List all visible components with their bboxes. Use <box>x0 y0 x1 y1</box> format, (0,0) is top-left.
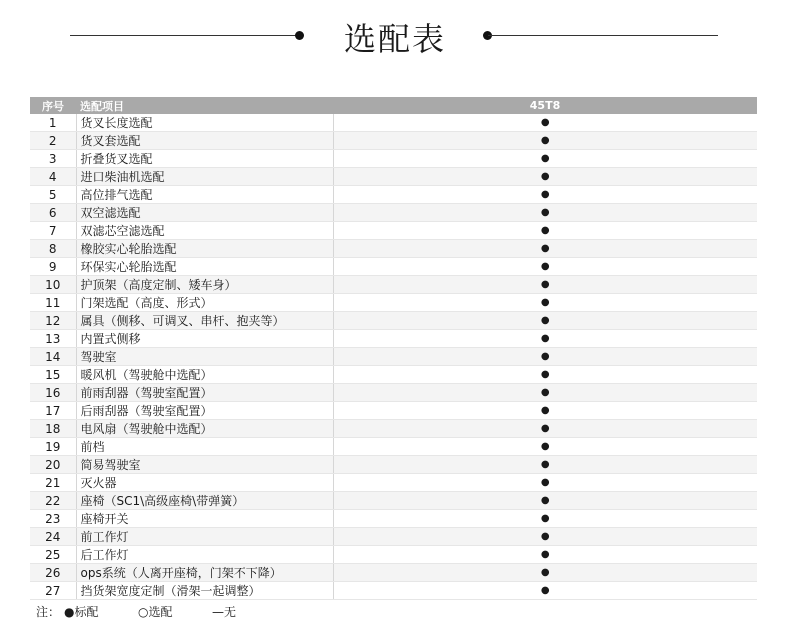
row-standard-mark: ● <box>333 528 757 546</box>
table-row <box>30 132 757 150</box>
row-number: 15 <box>30 366 76 384</box>
table-row <box>30 276 757 294</box>
row-number: 10 <box>30 276 76 294</box>
row-standard-mark: ● <box>333 384 757 402</box>
row-number: 11 <box>30 294 76 312</box>
title-line-right <box>488 35 718 36</box>
row-standard-mark: ● <box>333 456 757 474</box>
row-standard-mark: ● <box>333 366 757 384</box>
row-item: 进口柴油机选配 <box>76 168 333 186</box>
row-standard-mark: ● <box>333 546 757 564</box>
row-number: 12 <box>30 312 76 330</box>
row-standard-mark: ● <box>333 222 757 240</box>
row-item: 后雨刮器（驾驶室配置） <box>76 402 333 420</box>
row-item: 暖风机（驾驶舱中选配） <box>76 366 333 384</box>
title-area <box>0 0 790 72</box>
table-row <box>30 114 757 132</box>
legend-optional: ○选配 <box>138 605 173 619</box>
table-row <box>30 294 757 312</box>
row-item: 座椅（SC1\高级座椅\带弹簧） <box>76 492 333 510</box>
table-row <box>30 150 757 168</box>
table-row <box>30 366 757 384</box>
row-number: 19 <box>30 438 76 456</box>
row-number: 3 <box>30 150 76 168</box>
row-item: 简易驾驶室 <box>76 456 333 474</box>
row-item: 环保实心轮胎选配 <box>76 258 333 276</box>
row-item: 后工作灯 <box>76 546 333 564</box>
row-number: 21 <box>30 474 76 492</box>
table-row <box>30 492 757 510</box>
row-standard-mark: ● <box>333 240 757 258</box>
table-row <box>30 222 757 240</box>
row-standard-mark: ● <box>333 204 757 222</box>
table-row <box>30 330 757 348</box>
row-standard-mark: ● <box>333 186 757 204</box>
row-item: 电风扇（驾驶舱中选配） <box>76 420 333 438</box>
row-number: 14 <box>30 348 76 366</box>
legend-prefix: 注： <box>36 605 61 619</box>
table-row <box>30 258 757 276</box>
row-number: 22 <box>30 492 76 510</box>
table-row <box>30 204 757 222</box>
table-row <box>30 546 757 564</box>
row-number: 27 <box>30 582 76 600</box>
row-standard-mark: ● <box>333 114 757 132</box>
row-item: 前雨刮器（驾驶室配置） <box>76 384 333 402</box>
table-row <box>30 348 757 366</box>
row-standard-mark: ● <box>333 420 757 438</box>
row-item: 折叠货叉选配 <box>76 150 333 168</box>
row-number: 18 <box>30 420 76 438</box>
row-item: 驾驶室 <box>76 348 333 366</box>
row-number: 26 <box>30 564 76 582</box>
row-item: 门架选配（高度、形式） <box>76 294 333 312</box>
row-standard-mark: ● <box>333 150 757 168</box>
page-title: 选配表 <box>343 20 446 58</box>
legend <box>36 603 236 620</box>
header-item: 选配项目 <box>76 97 333 114</box>
row-standard-mark: ● <box>333 168 757 186</box>
table-row <box>30 564 757 582</box>
row-standard-mark: ● <box>333 276 757 294</box>
row-number: 9 <box>30 258 76 276</box>
row-item: 前档 <box>76 438 333 456</box>
row-standard-mark: ● <box>333 492 757 510</box>
header-no: 序号 <box>30 97 76 114</box>
row-number: 4 <box>30 168 76 186</box>
row-number: 7 <box>30 222 76 240</box>
row-number: 8 <box>30 240 76 258</box>
row-standard-mark: ● <box>333 258 757 276</box>
table-row <box>30 456 757 474</box>
table-row <box>30 186 757 204</box>
row-item: ops系统（人离开座椅，门架不下降） <box>76 564 333 582</box>
row-standard-mark: ● <box>333 294 757 312</box>
row-number: 16 <box>30 384 76 402</box>
title-line-left <box>70 35 300 36</box>
row-item: 内置式侧移 <box>76 330 333 348</box>
row-number: 1 <box>30 114 76 132</box>
table-row <box>30 402 757 420</box>
table-row <box>30 384 757 402</box>
row-standard-mark: ● <box>333 474 757 492</box>
row-item: 灭火器 <box>76 474 333 492</box>
table-row <box>30 474 757 492</box>
table-body <box>30 114 757 600</box>
row-number: 20 <box>30 456 76 474</box>
row-number: 13 <box>30 330 76 348</box>
row-item: 货叉套选配 <box>76 132 333 150</box>
row-standard-mark: ● <box>333 510 757 528</box>
row-number: 23 <box>30 510 76 528</box>
row-item: 货叉长度选配 <box>76 114 333 132</box>
table-row <box>30 438 757 456</box>
row-standard-mark: ● <box>333 402 757 420</box>
row-standard-mark: ● <box>333 330 757 348</box>
row-item: 双滤芯空滤选配 <box>76 222 333 240</box>
table-row <box>30 510 757 528</box>
row-item: 橡胶实心轮胎选配 <box>76 240 333 258</box>
row-number: 25 <box>30 546 76 564</box>
row-item: 前工作灯 <box>76 528 333 546</box>
title-dot-left <box>295 31 304 40</box>
table-row <box>30 168 757 186</box>
table-row <box>30 582 757 600</box>
legend-standard: ●标配 <box>64 605 99 619</box>
row-standard-mark: ● <box>333 564 757 582</box>
header-model: 45T8 <box>333 97 757 114</box>
table-row <box>30 420 757 438</box>
row-item: 高位排气选配 <box>76 186 333 204</box>
row-number: 17 <box>30 402 76 420</box>
table-row <box>30 240 757 258</box>
legend-none: —无 <box>212 605 237 619</box>
row-standard-mark: ● <box>333 582 757 600</box>
row-item: 挡货架宽度定制（滑架一起调整） <box>76 582 333 600</box>
table-row <box>30 528 757 546</box>
row-item: 座椅开关 <box>76 510 333 528</box>
row-item: 属具（侧移、可调叉、串杆、抱夹等） <box>76 312 333 330</box>
row-number: 6 <box>30 204 76 222</box>
row-standard-mark: ● <box>333 132 757 150</box>
option-table <box>30 97 757 600</box>
row-number: 24 <box>30 528 76 546</box>
table-row <box>30 312 757 330</box>
row-item: 双空滤选配 <box>76 204 333 222</box>
row-standard-mark: ● <box>333 312 757 330</box>
row-number: 2 <box>30 132 76 150</box>
row-item: 护顶架（高度定制、矮车身） <box>76 276 333 294</box>
row-standard-mark: ● <box>333 438 757 456</box>
row-number: 5 <box>30 186 76 204</box>
table-header-row <box>30 97 757 114</box>
row-standard-mark: ● <box>333 348 757 366</box>
